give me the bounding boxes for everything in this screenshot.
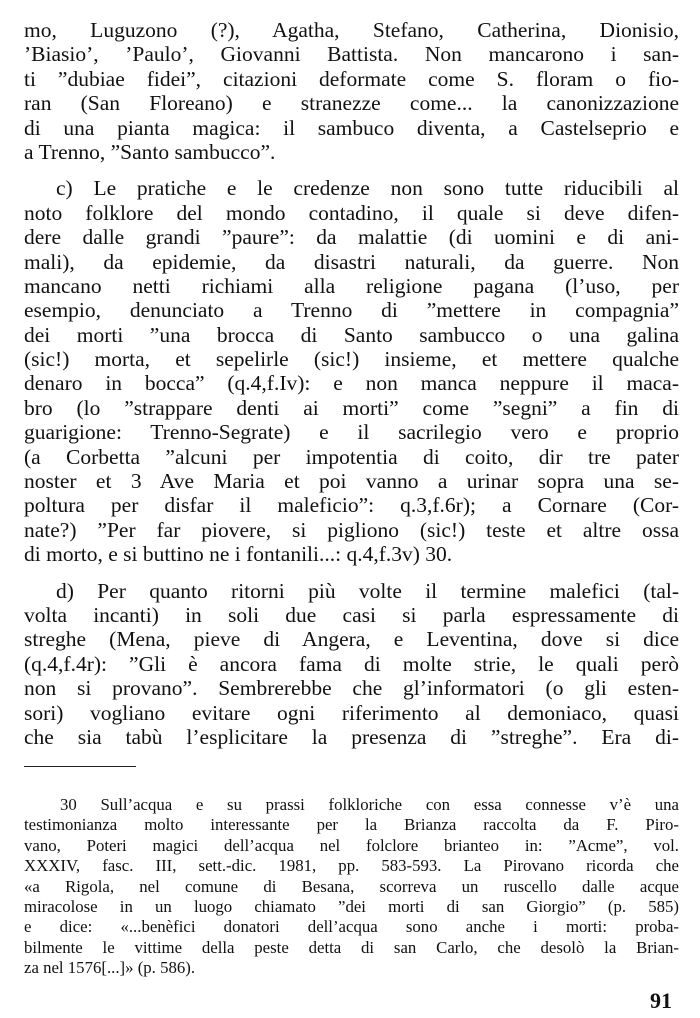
text-line: di una pianta magica: il sambuco diventa, a Castelseprio e	[24, 115, 679, 140]
paragraph-saints	[24, 18, 679, 164]
text-line: ti ”dubiae fidei”, citazioni deformate come S. floram o fio-	[24, 66, 679, 91]
footnote-30	[24, 795, 679, 979]
footnote-line: miracolose in un luogo chiamato ”dei morti di san Giorgio” (p. 585)	[24, 896, 679, 916]
footnote-line: 30 Sull’acqua e su prassi folkloriche con essa connesse v’è una	[60, 795, 679, 814]
text-line: ran (San Floreano) e stranezze come... la canonizzazione	[24, 91, 679, 116]
text-line: volta incanti) in soli due casi si parla espressamente di	[24, 602, 679, 627]
text-line: dere dalle grandi ”paure”: da malattie (di uomini e di ani-	[24, 225, 679, 250]
text-line: ’Biasio’, ’Paulo’, Giovanni Battista. Non mancarono i san-	[24, 42, 679, 67]
page-number: 91	[650, 988, 672, 1013]
footnote-line: «a Rigola, nel comune di Besana, scorreva un ruscello dalle acque	[24, 876, 679, 896]
text-line: sori) vogliano evitare ogni riferimento al demoniaco, quasi	[24, 700, 679, 725]
text-line: guarigione: Trenno-Segrate) e il sacrilegio vero e proprio	[24, 420, 679, 445]
text-line: esempio, denunciato a Trenno di ”mettere in compagnia”	[24, 298, 679, 323]
footnote-divider	[24, 766, 136, 767]
text-line: mo, Luguzono (?), Agatha, Stefano, Catherina, Dionisio,	[24, 18, 679, 42]
footnote-line: e dice: «...benèfici donatori dell’acqua sono anche i morti: proba-	[24, 917, 679, 937]
text-line: c) Le pratiche e le credenze non sono tutte riducibili al	[56, 176, 679, 201]
text-line: che sia tabù l’esplicitare la presenza di ”streghe”. Era di-	[24, 724, 679, 749]
text-line: denaro in bocca” (q.4,f.Iv): e non manca neppure il maca-	[24, 371, 679, 396]
footnote-line: bilmente le vittime della peste detta di san Carlo, che desolò la Brian-	[24, 937, 679, 957]
text-line: a Trenno, ”Santo sambucco”.	[24, 139, 276, 164]
text-line: di morto, e si buttino ne i fontanili...: q.4,f.3v) 30.	[24, 542, 453, 567]
text-line: streghe (Mena, pieve di Angera, e Leventina, dove si dice	[24, 627, 679, 652]
text-line: bro (lo ”strappare denti ai morti” come ”segni” a fin di	[24, 395, 679, 420]
text-line: (sic!) morta, et sepelirle (sic!) insieme, et mettere qualche	[24, 347, 679, 372]
text-line: noto folklore del mondo contadino, il quale si deve difen-	[24, 200, 679, 225]
paragraph-c-practices	[24, 176, 679, 566]
body-text	[24, 18, 679, 749]
text-line: (q.4,f.4r): ”Gli è ancora fama di molte strie, le quali però	[24, 651, 679, 676]
text-line: noster et 3 Ave Maria et poi vanno a urinar sopra una se-	[24, 469, 679, 494]
paragraph-d-witches	[24, 579, 679, 750]
text-line: mali), da epidemie, da disastri naturali, da guerre. Non	[24, 249, 679, 274]
text-line: mancano netti richiami alla religione pagana (l’uso, per	[24, 273, 679, 298]
footnote-line: za nel 1576[...]» (p. 586).	[24, 958, 196, 978]
text-line: d) Per quanto ritorni più volte il termine malefici (tal-	[56, 578, 679, 603]
text-line: (a Corbetta ”alcuni per impotentia di coito, dir tre pater	[24, 444, 679, 469]
footnote-line: XXXIV, fasc. III, sett.-dic. 1981, pp. 583-593. La Pirovano ricorda che	[24, 856, 679, 876]
text-line: non si provano”. Sembrerebbe che gl’informatori (o gli esten-	[24, 676, 679, 701]
text-line: dei morti ”una brocca di Santo sambucco o una galina	[24, 322, 679, 347]
footnote-line: vano, Poteri magici dell’acqua nel folclore brianteo in: ”Acme”, vol.	[24, 835, 679, 855]
text-line: poltura per disfar il maleficio”: q.3,f.6r); a Cornare (Cor-	[24, 493, 679, 518]
footnote-line: testimonianza molto interessante per la Brianza raccolta da F. Piro-	[24, 815, 679, 835]
text-line: nate?) ”Per far piovere, si pigliono (sic!) teste et altre ossa	[24, 517, 679, 542]
